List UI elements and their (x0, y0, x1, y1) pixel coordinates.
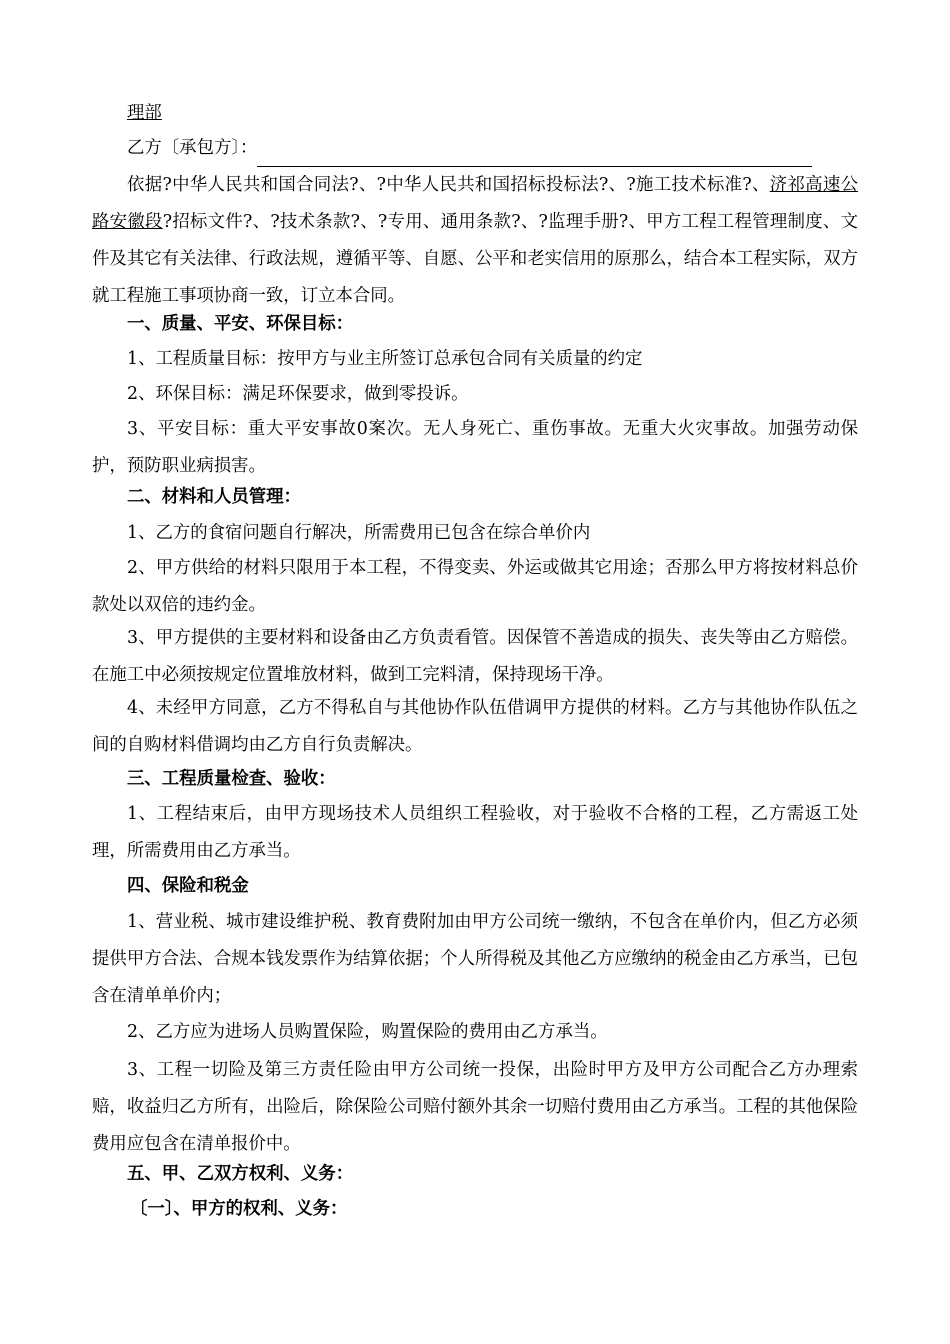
section-1-title: 一、质量、平安、环保目标： (127, 314, 354, 334)
section-4-item: 1、营业税、城市建设维护税、教育费附加由甲方公司统一缴纳，不包含在单价内，但乙方必须提供甲方合法、合规本钱发票作为结算依据；个人所得税及其他乙方应缴纳的税金由乙方承当，已包含在清单单价内； (92, 912, 858, 1006)
intro-paragraph: 依据?中华人民共和国合同法?、?中华人民共和国招标投标法?、?施工技术标准?、济祁高速公路安徽段?招标文件?、?技术条款?、?专用、通用条款?、?监理手册?、甲方工程工程管理制度、文件及其它有关法律、行政法规，遵循平等、自愿、公平和老实信用的原那么，结合本工程实际，双方就工程施工事项协商一致，订立本合同。 (92, 175, 858, 306)
section-1-item: 1、工程质量目标：按甲方与业主所签订总承包合同有关质量的约定 (127, 349, 643, 369)
section-2-item: 3、甲方提供的主要材料和设备由乙方负责看管。因保管不善造成的损失、丧失等由乙方赔偿。在施工中必须按规定位置堆放材料，做到工完料清，保持现场干净。 (92, 628, 858, 685)
section-5-title: 五、甲、乙双方权利、义务： (127, 1164, 354, 1184)
section-3-title: 三、工程质量检查、验收： (127, 769, 336, 789)
section-3-item: 1、工程结束后，由甲方现场技术人员组织工程验收，对于验收不合格的工程，乙方需返工处理，所需费用由乙方承当。 (92, 804, 858, 861)
section-4-item: 3、工程一切险及第三方责任险由甲方公司统一投保，出险时甲方及甲方公司配合乙方办理索赔，收益归乙方所有，出险后，除保险公司赔付额外其余一切赔付费用由乙方承当。工程的其他保险费用应包含在清单报价中。 (92, 1060, 858, 1154)
section-2-title: 二、材料和人员管理： (127, 487, 301, 507)
section-2-item: 1、乙方的食宿问题自行解决，所需费用已包含在综合单价内 (127, 523, 591, 543)
header-tail: 理部 (127, 103, 162, 123)
party-b-blank (257, 144, 812, 167)
section-4-item: 2、乙方应为进场人员购置保险，购置保险的费用由乙方承当。 (127, 1022, 608, 1042)
section-4-title: 四、保险和税金 (127, 876, 249, 896)
section-1-item: 3、平安目标：重大平安事故0案次。无人身死亡、重伤事故。无重大火灾事故。加强劳动保护，预防职业病损害。 (92, 419, 858, 476)
section-1-item: 2、环保目标：满足环保要求，做到零投诉。 (127, 384, 469, 404)
section-2-item: 2、甲方供给的材料只限用于本工程，不得变卖、外运或做其它用途；否那么甲方将按材料总价款处以双倍的违约金。 (92, 558, 858, 615)
project-name: 济祁高速公路安徽段 (92, 175, 858, 232)
party-b-line: 乙方〔承包方〕： (92, 130, 858, 167)
section-5-subtitle: 〔一〕、甲方的权利、义务： (130, 1199, 348, 1219)
section-2-item: 4、未经甲方同意，乙方不得私自与其他协作队伍借调甲方提供的材料。乙方与其他协作队伍之间的自购材料借调均由乙方自行负责解决。 (92, 698, 858, 755)
